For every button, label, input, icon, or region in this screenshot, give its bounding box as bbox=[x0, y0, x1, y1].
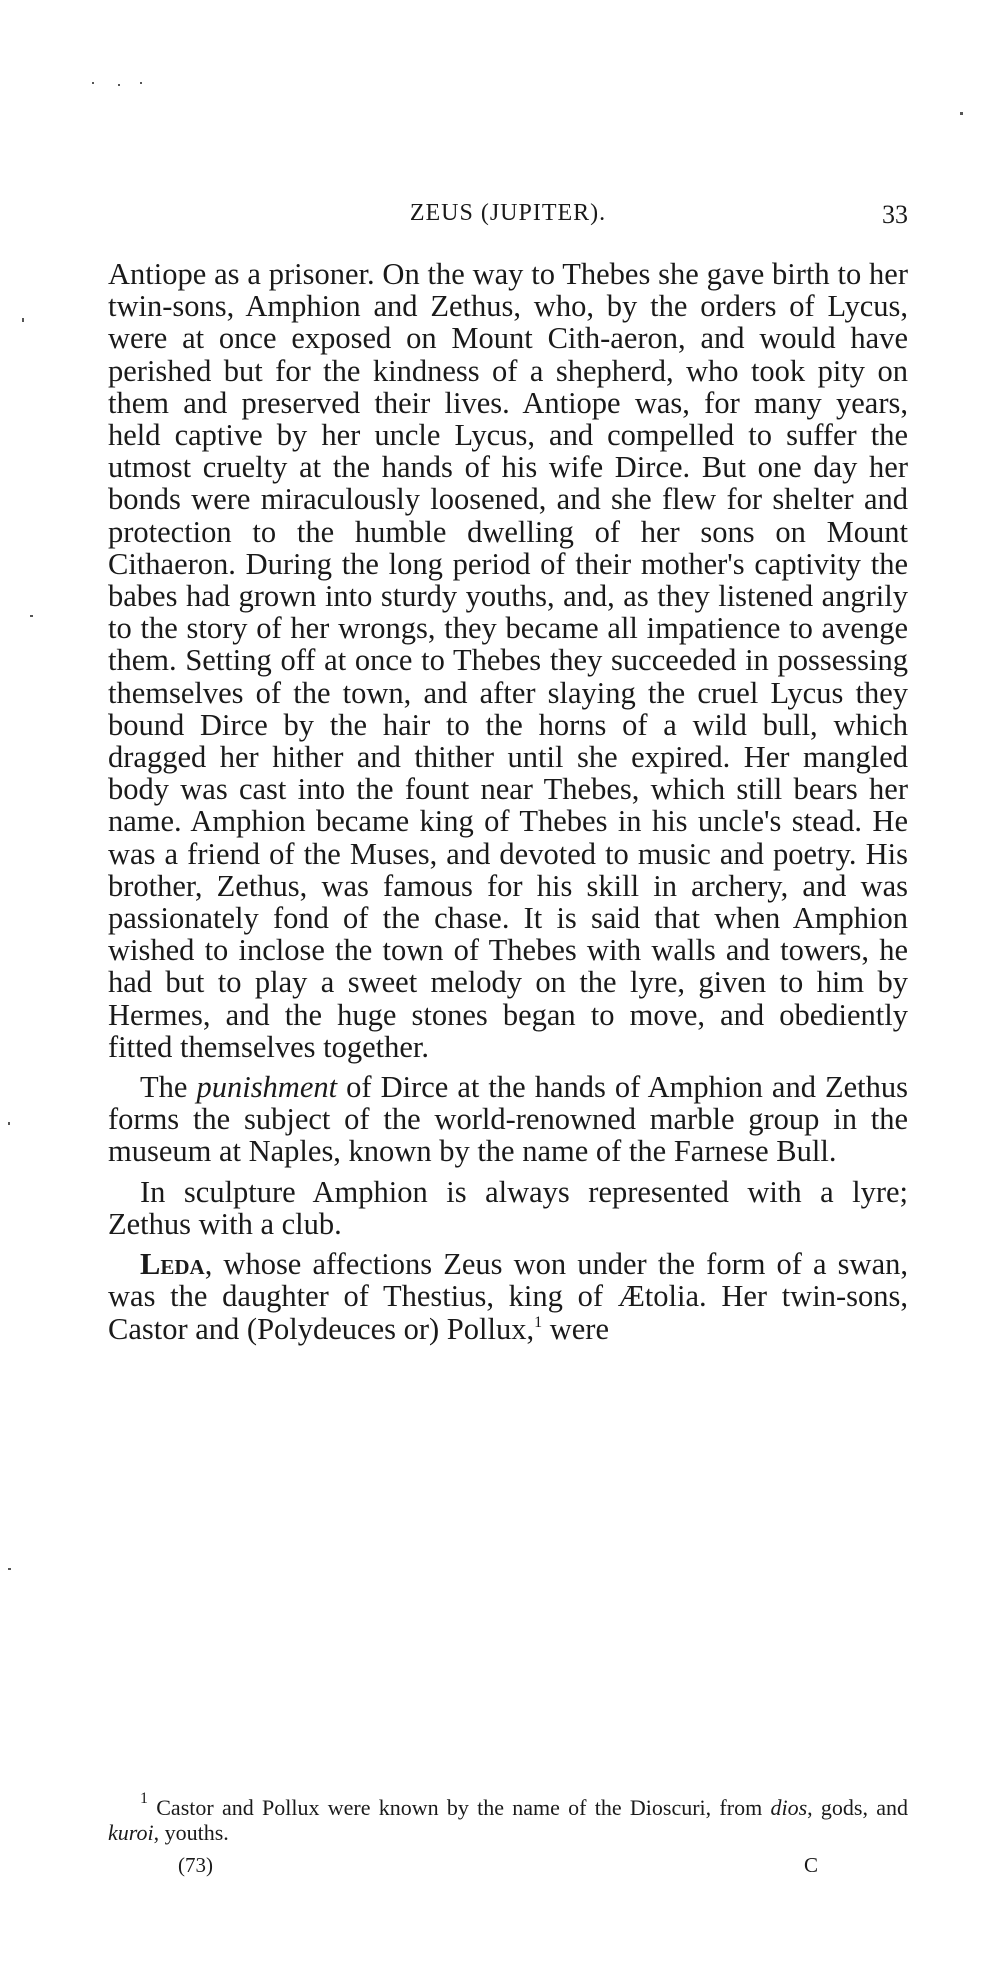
paragraph-leda bbox=[108, 1248, 908, 1345]
scan-speck bbox=[140, 82, 142, 84]
signature-letter: C bbox=[804, 1853, 819, 1877]
text-segment: Castor and Pollux were known by the name of the Dioscuri, from bbox=[148, 1795, 771, 1820]
paragraph-punishment bbox=[108, 1071, 908, 1168]
page-header bbox=[108, 200, 908, 240]
scan-speck bbox=[30, 615, 33, 617]
text-segment: , whose affections Zeus won under the form of a swan, was the daughter of Thestius, king of Ætolia. Her twin-sons, Castor and (Polydeuces or) Pollux, bbox=[108, 1247, 908, 1346]
scan-speck bbox=[22, 318, 24, 322]
signature-number: (73) bbox=[178, 1853, 213, 1877]
running-title: ZEUS (JUPITER). bbox=[409, 200, 607, 226]
body-text bbox=[108, 258, 908, 1345]
text-segment: of Dirce at the hands of Amphion and Zethus forms the subject of the world-renowned marble group in the museum at Naples, known by the name of the Farnese Bull. bbox=[108, 1070, 908, 1169]
text-segment: , youths. bbox=[153, 1820, 229, 1845]
italic-word: punishment bbox=[196, 1070, 338, 1105]
paragraph-sculpture: In sculpture Amphion is always represented with a lyre; Zethus with a club. bbox=[108, 1174, 908, 1241]
page-number: 33 bbox=[882, 200, 908, 229]
scan-speck bbox=[8, 1568, 11, 1570]
scan-speck bbox=[118, 84, 120, 86]
footnote bbox=[108, 1790, 909, 1845]
text-segment: were bbox=[542, 1311, 609, 1346]
page-footer bbox=[108, 1853, 908, 1883]
entry-name-leda: Leda bbox=[140, 1247, 205, 1282]
paragraph-antiope: Antiope as a prisoner. On the way to Thebes she gave birth to her twin-sons, Amphion and Zethus, who, by the orders of Lycus, were at once exposed on Mount Cith-aeron, and would have perished but for the kindness of a shepherd, who took pity on them and preserved their lives. Antiope was, for many years, held captive by her uncle Lycus, and compelled to suffer the utmost cruelty at the hands of his wife Dirce. But one day her bonds were miraculously loosened, and she flew for shelter and protection to the humble dwelling of her sons on Mount Cithaeron. During the long period of their mother's captivity the babes had grown into sturdy youths, and, as they listened angrily to the story of her wrongs, they became all impatience to avenge them. Setting off at once to Thebes they succeeded in possessing themselves of the town, and after slaying the cruel Lycus they bound Dirce by the hair to the horns of a wild bull, which dragged her hither and thither until she expired. Her mangled body was cast into the fount near Thebes, which still bears her name. Amphion became king of Thebes in his uncle's stead. He was a friend of the Muses, and devoted to music and poetry. His brother, Zethus, was famous for his skill in archery, and was passionately fond of the chase. It is said that when Amphion wished to inclose the town of Thebes with walls and towers, he had but to play a sweet melody on the lyre, given to him by Hermes, and the huge stones began to move, and obediently fitted themselves together. bbox=[108, 257, 908, 1064]
footnote-text bbox=[108, 1790, 909, 1845]
footnote-marker: 1 bbox=[140, 1790, 148, 1807]
italic-word: dios bbox=[770, 1795, 808, 1820]
scan-speck bbox=[960, 112, 963, 115]
italic-word: kuroi bbox=[108, 1820, 154, 1845]
text-segment: , gods, and bbox=[807, 1795, 909, 1820]
scan-speck bbox=[8, 1122, 10, 1125]
scan-speck bbox=[92, 82, 94, 84]
text-segment: The bbox=[140, 1070, 197, 1105]
footnote-reference: 1 bbox=[534, 1313, 543, 1331]
